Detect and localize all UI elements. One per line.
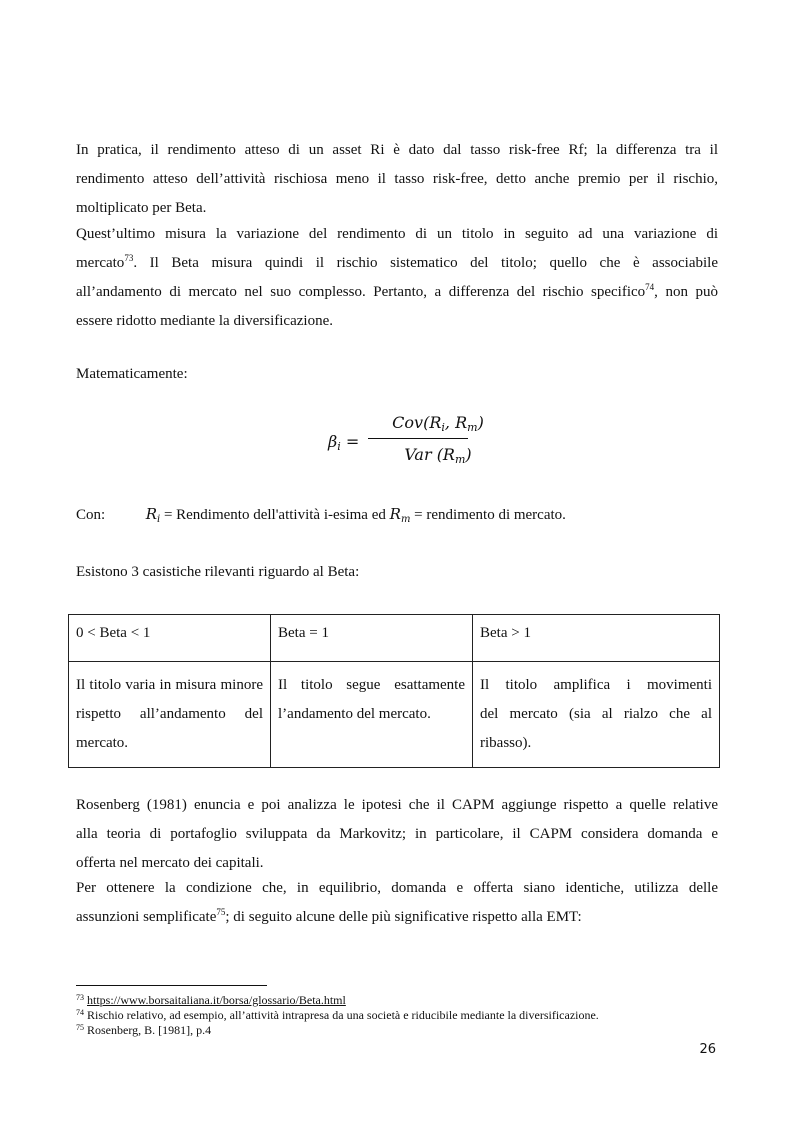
formula-lhs: $\beta_i$ = [328,432,360,453]
paragraph-assunzioni [76,874,718,932]
text-line: Esistono 3 casistiche rilevanti riguardo al Beta: [76,564,360,580]
text-line: moltiplicato per Beta. [76,200,207,216]
paragraph-capm-intro [76,136,718,223]
paragraph-beta-definition [76,220,718,336]
table-header-cell: Beta > 1 [473,615,720,662]
footnote-ref-73: 73 [124,253,134,263]
footnote-ref-75: 75 [216,907,226,917]
formula-fraction [368,411,508,467]
text-line: Quest’ultimo misura la variazione del rendimento di un titolo in seguito ad una variazione di [76,226,718,242]
formula-denominator: Var $(R_m)$ [404,445,472,466]
table-header-cell: Beta = 1 [271,615,473,662]
footnote-link[interactable]: https://www.borsaitaliana.it/borsa/glossario/Beta.html [87,993,346,1007]
table-header-cell: 0 < Beta < 1 [69,615,271,662]
formula-numerator: $Cov(R_i$, $R_m$) [392,413,484,434]
table-cell: Il titolo varia in misura minore rispetto all’andamento del mercato. [69,662,271,768]
table-cell: Il titolo segue esattamente l’andamento del mercato. [271,662,473,768]
paragraph-rosenberg [76,791,718,878]
footnote-75: $^{75}$ Rosenberg, B. [1981], p.4 [76,1023,212,1037]
text-line: Rosenberg (1981) enuncia e poi analizza le ipotesi che il CAPM aggiunge rispetto a quelle relative [76,797,718,813]
page-number: 26 [699,1042,716,1057]
text-line: offerta nel mercato dei capitali. [76,855,264,871]
fraction-bar [368,438,468,439]
footnote-73: $^{73}$ https://www.borsaitaliana.it/borsa/glossario/Beta.html [76,993,346,1007]
text-line: essere ridotto mediante la diversificazione. [76,313,333,329]
variable-legend: Con: $R_i$ = Rendimento dell'attività i-esima ed $R_m$ = rendimento di mercato. [76,505,566,525]
text-line: mercato$^{73}$. Il Beta misura quindi il rischio sistematico del titolo; quello che è associabile [76,253,718,271]
footnote-ref-74: 74 [645,282,655,292]
text-line: Matematicamente: [76,366,188,382]
text-line: alla teoria di portafoglio sviluppata da Markovitz; in particolare, il CAPM considera domanda e [76,826,718,842]
table-header-row [69,615,720,662]
text-line: assunzioni semplificate$^{75}$; di seguito alcune delle più significative rispetto alla EMT: [76,907,582,925]
paragraph-esistono [76,558,718,587]
text-line: Per ottenere la condizione che, in equilibrio, domanda e offerta siano identiche, utilizza delle [76,880,718,896]
text-line: rendimento atteso dell’attività rischiosa meno il tasso risk-free, detto anche premio per il rischio, [76,171,718,187]
text-line: In pratica, il rendimento atteso di un asset Ri è dato dal tasso risk-free Rf; la differenza tra il [76,142,718,158]
beta-cases-table [68,614,720,768]
paragraph-matematicamente [76,360,718,389]
footnote-74: $^{74}$ Rischio relativo, ad esempio, all’attività intrapresa da una società e riducibile mediante la diversificazione. [76,1008,599,1022]
footnote-separator [76,985,267,986]
beta-formula [328,411,484,471]
text-line: all’andamento di mercato nel suo complesso. Pertanto, a differenza del rischio specifico$^{74}$, non può [76,282,718,300]
table-row [69,662,720,768]
table-cell: Il titolo amplifica i movimenti del mercato (sia al rialzo che al ribasso). [473,662,720,768]
